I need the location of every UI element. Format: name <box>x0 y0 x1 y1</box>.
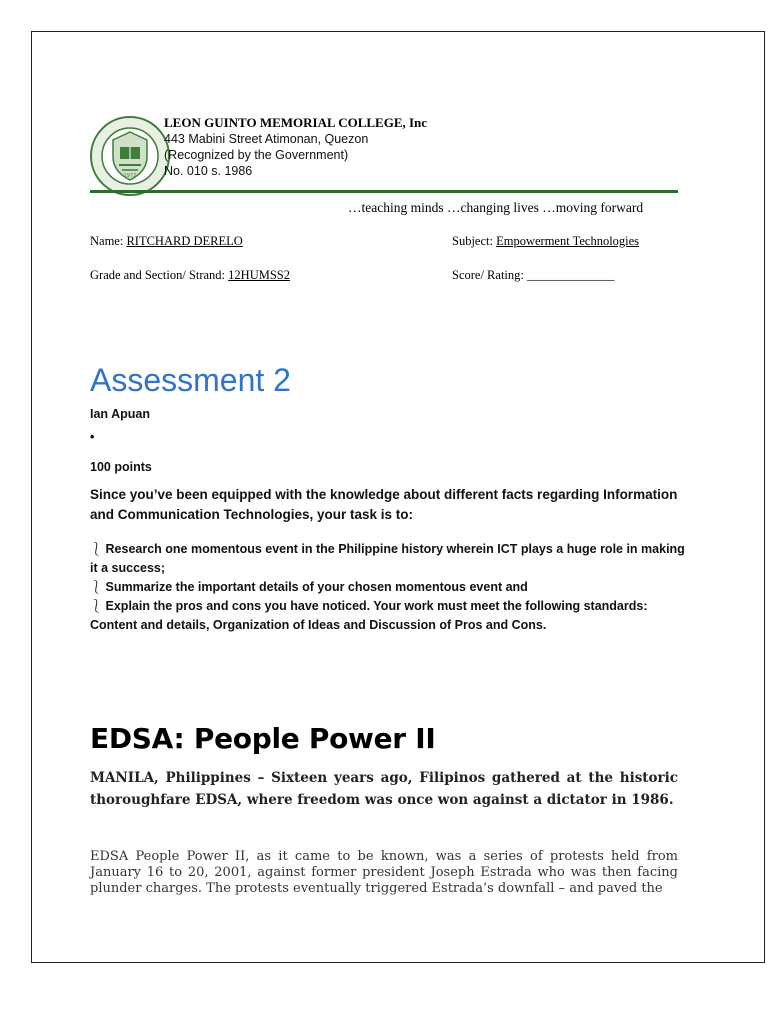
grade-label: Grade and Section/ Strand: <box>90 268 226 282</box>
score-field <box>452 268 615 283</box>
school-seal-logo <box>89 115 171 197</box>
score-label: Score/ Rating: <box>452 268 524 282</box>
grade-value: 12HUMSS2 <box>228 268 290 282</box>
task-intro: Since you’ve been equipped with the knowledge about different facts regarding Information and Communication Technologies, your task is to: <box>90 487 678 522</box>
school-address: 443 Mabini Street Atimonan, Quezon <box>164 132 369 146</box>
header-divider <box>90 190 678 193</box>
task-marker-icon: ⎱ <box>90 599 103 613</box>
task-text: Summarize the important details of your chosen momentous event and <box>105 580 528 594</box>
name-field <box>90 234 243 249</box>
empty-bullet: • <box>90 430 95 444</box>
task-item <box>90 540 690 578</box>
subject-field <box>452 234 639 249</box>
task-text: Explain the pros and cons you have noticed. Your work must meet the following standards: Content and details, Organization of Ideas and Discussion of Pros and Cons. <box>90 599 648 632</box>
task-item <box>90 597 690 635</box>
assessment-title: Assessment 2 <box>90 362 291 398</box>
task-item <box>90 578 690 597</box>
author-name: Ian Apuan <box>90 407 150 421</box>
task-text: Research one momentous event in the Philippine history wherein ICT plays a huge role in making it a success; <box>90 542 685 575</box>
name-value: RITCHARD DERELO <box>126 234 243 248</box>
article-body: EDSA People Power II, as it came to be known, was a series of protests held from January 16 to 20, 2001, against former president Joseph Estrada who was then facing plunder charges. The protests eventually triggered Estrada’s downfall – and paved the <box>90 849 678 896</box>
article-heading: EDSA: People Power II <box>90 722 436 755</box>
name-label: Name: <box>90 234 124 248</box>
grade-section-field <box>90 268 290 283</box>
school-registration: No. 010 s. 1986 <box>164 164 253 178</box>
school-motto: …teaching minds …changing lives …moving forward <box>348 200 644 215</box>
subject-value: Empowerment Technologies <box>496 234 640 248</box>
document-page <box>31 31 765 963</box>
svg-text:1972: 1972 <box>123 173 137 179</box>
task-marker-icon: ⎱ <box>90 580 103 594</box>
article-lead: MANILA, Philippines – Sixteen years ago, Filipinos gathered at the historic thoroughfare EDSA, where freedom was once won against a dictator in 1986. <box>90 770 678 808</box>
subject-label: Subject: <box>452 234 493 248</box>
points-label: 100 points <box>90 460 152 474</box>
school-recognition: (Recognized by the Government) <box>164 148 349 162</box>
score-blank: ______________ <box>527 268 615 282</box>
school-name: LEON GUINTO MEMORIAL COLLEGE, Inc <box>164 115 428 130</box>
task-marker-icon: ⎱ <box>90 542 103 556</box>
